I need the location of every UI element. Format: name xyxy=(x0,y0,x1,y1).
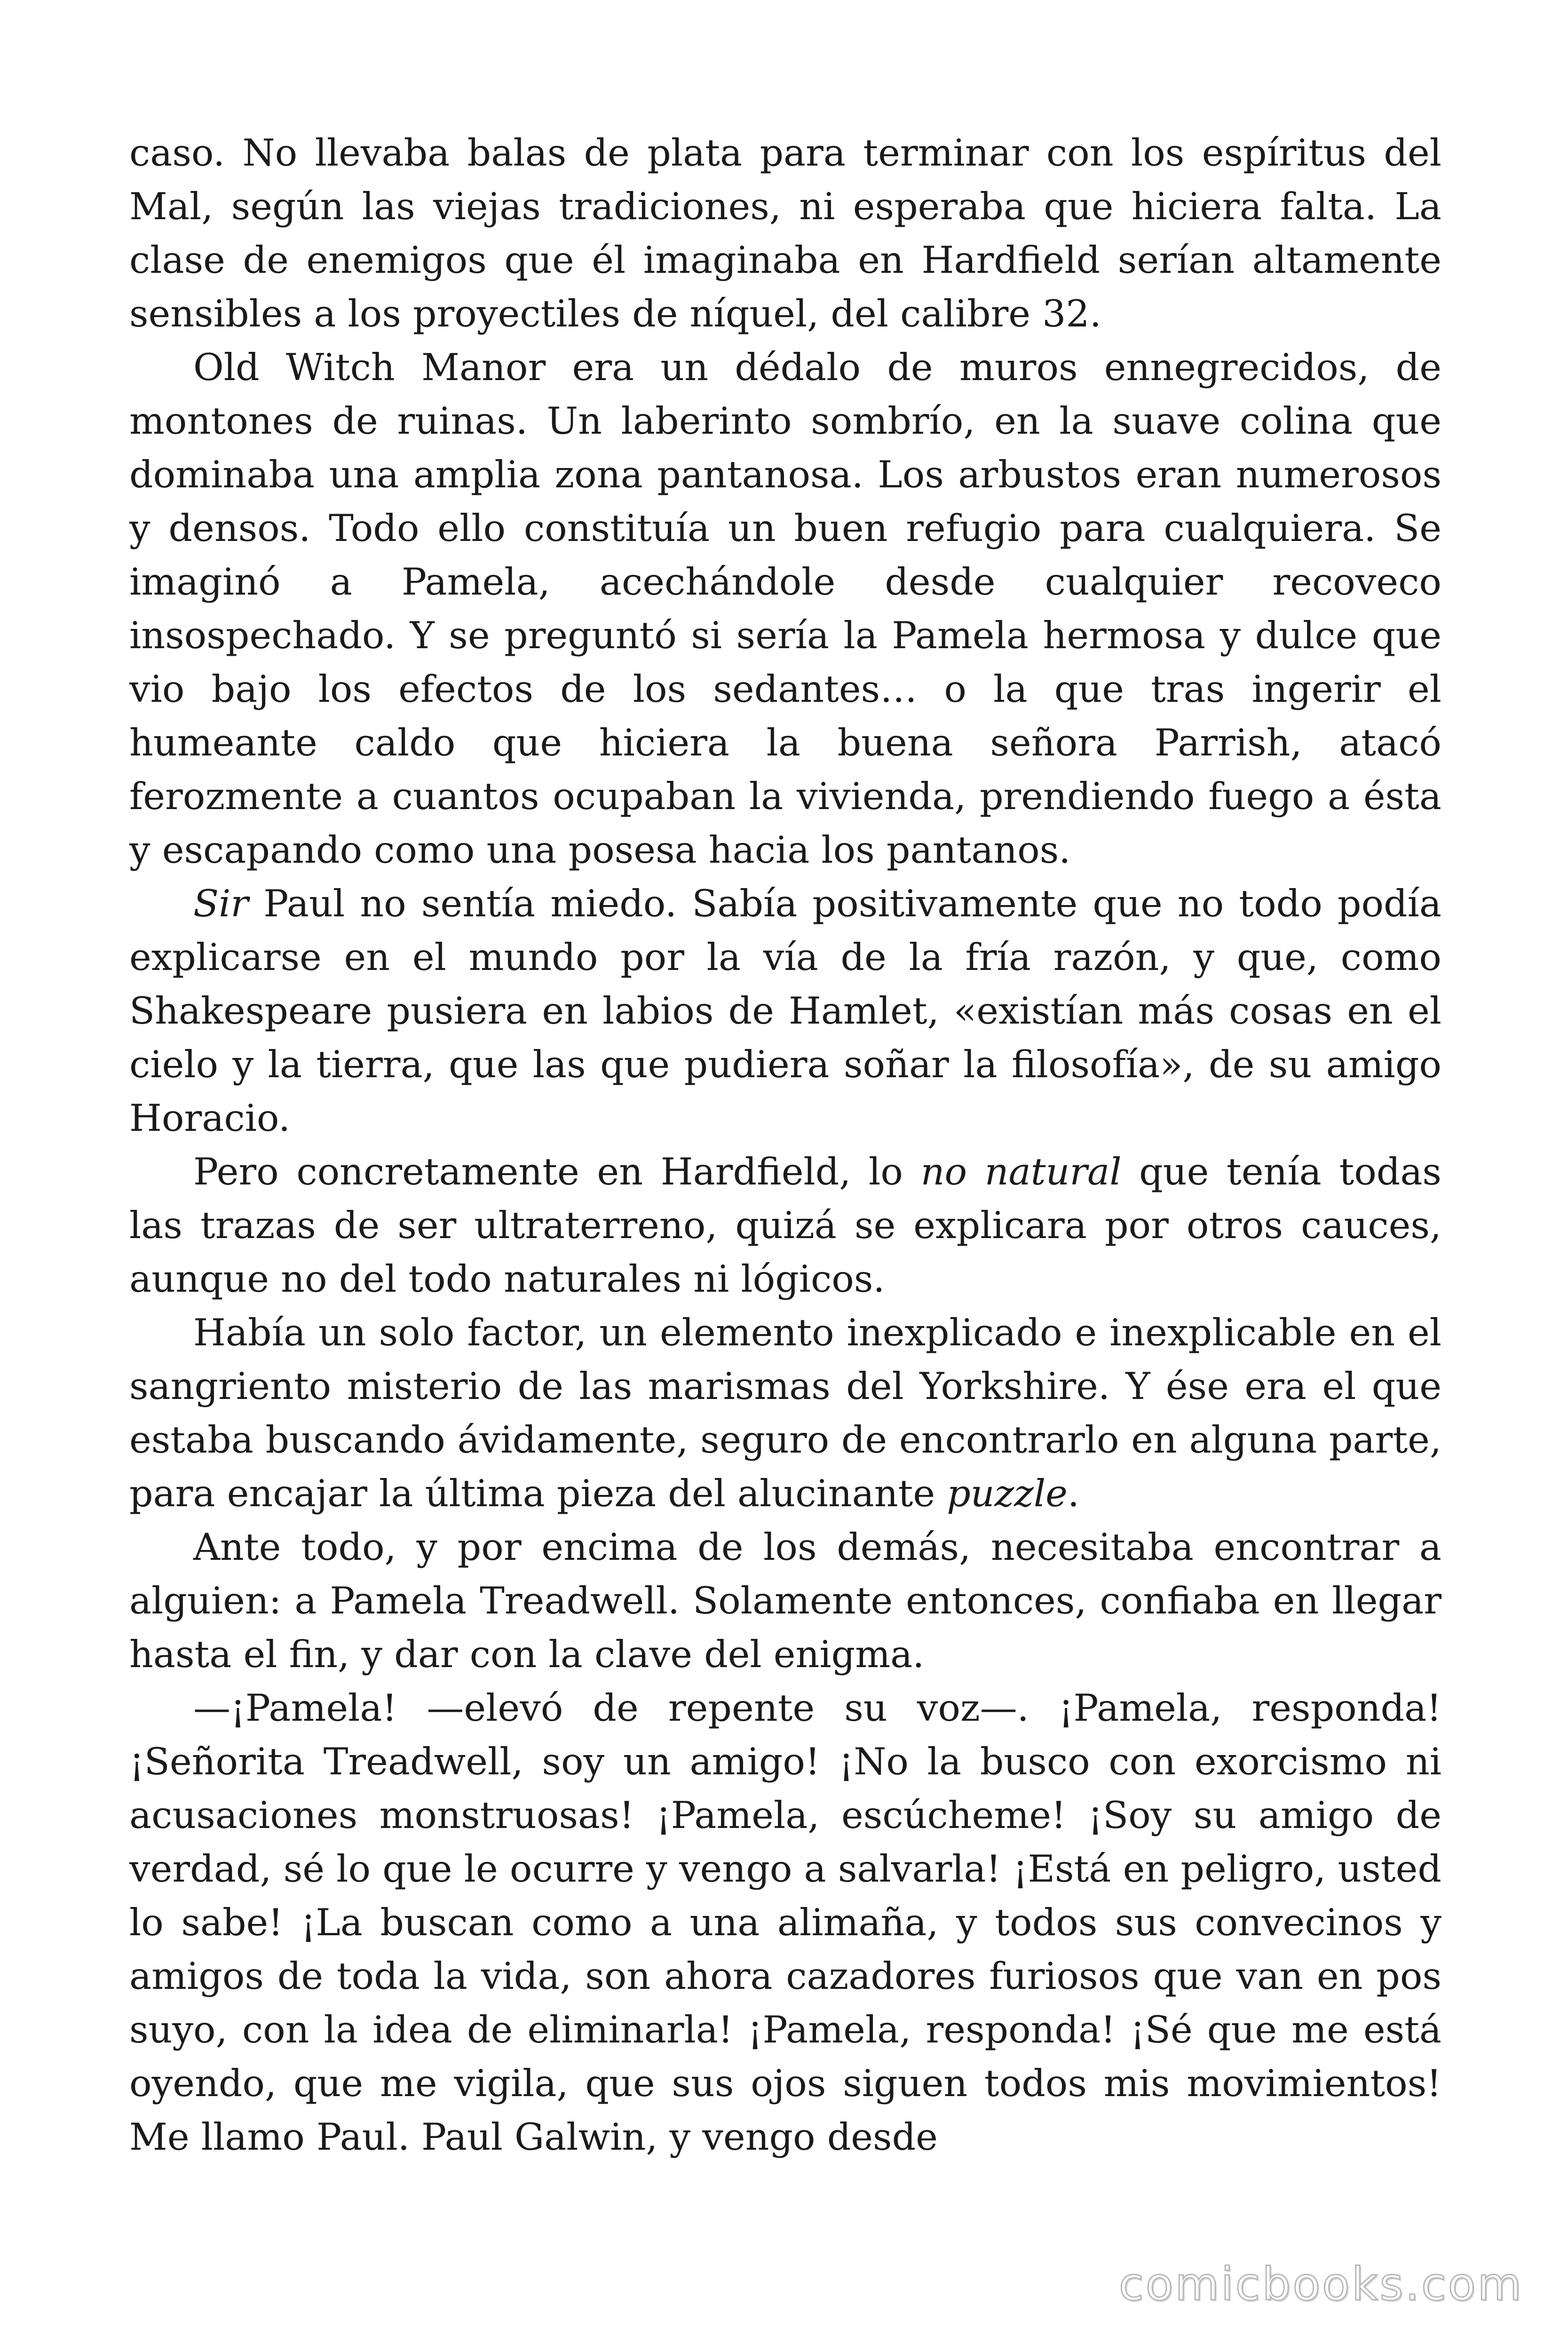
paragraph xyxy=(129,1681,1441,2164)
paragraph xyxy=(129,341,1441,877)
text-run: . xyxy=(1067,1472,1080,1515)
italic-text-run: puzzle xyxy=(947,1472,1068,1515)
watermark: comicbooks.com xyxy=(1118,2258,1523,2311)
text-run: —¡Pamela! —elevó de repente su voz—. ¡Pamela, responda! ¡Señorita Treadwell, soy un amigo! ¡No la busco con exorcismo ni acusaciones monstruosas! ¡Pamela, escúcheme! ¡Soy su amigo de verdad, sé lo que le ocurre y vengo a salvarla! ¡Está en peligro, usted lo sabe! ¡La buscan como a una alimaña, y todos sus convecinos y amigos de toda la vida, son ahora cazadores furiosos que van en pos suyo, con la idea de eliminarla! ¡Pamela, responda! ¡Sé que me está oyendo, que me vigila, que sus ojos siguen todos mis movimientos! Me llamo Paul. Paul Galwin, y vengo desde xyxy=(129,1686,1441,2159)
italic-text-run: Sir xyxy=(193,882,249,925)
paragraph xyxy=(129,877,1441,1145)
text-run: Había un solo factor, un elemento inexplicado e inexplicable en el sangriento misterio de las marismas del Yorkshire. Y ése era el que estaba buscando ávidamente, seguro de encontrarlo en alguna parte, para encajar la última pieza del alucinante xyxy=(129,1311,1441,1515)
text-run: Pero concretamente en Hardfield, lo xyxy=(193,1150,921,1193)
paragraph xyxy=(129,126,1441,341)
text-run: Ante todo, y por encima de los demás, necesitaba encontrar a alguien: a Pamela Treadwell. Solamente entonces, confiaba en llegar hasta el fin, y dar con la clave del enigma. xyxy=(129,1526,1441,1676)
text-run: caso. No llevaba balas de plata para terminar con los espíritus del Mal, según las viejas tradiciones, ni esperaba que hiciera falta. La clase de enemigos que él imaginaba en Hardfield serían altamente sensibles a los proyectiles de níquel, del calibre 32. xyxy=(129,131,1441,335)
paragraph xyxy=(129,1520,1441,1681)
page-body-text xyxy=(129,126,1441,2164)
paragraph xyxy=(129,1145,1441,1306)
italic-text-run: no natural xyxy=(920,1150,1122,1193)
text-run: Old Witch Manor era un dédalo de muros ennegrecidos, de montones de ruinas. Un laberinto sombrío, en la suave colina que dominaba una amplia zona pantanosa. Los arbustos eran numerosos y densos. Todo ello constituía un buen refugio para cualquiera. Se imaginó a Pamela, acechándole desde cualquier recoveco insospechado. Y se preguntó si sería la Pamela hermosa y dulce que vio bajo los efectos de los sedantes… o la que tras ingerir el humeante caldo que hiciera la buena señora Parrish, atacó ferozmente a cuantos ocupaban la vivienda, prendiendo fuego a ésta y escapando como una posesa hacia los pantanos. xyxy=(129,346,1441,872)
text-run: Paul no sentía miedo. Sabía positivamente que no todo podía explicarse en el mundo por la vía de la fría razón, y que, como Shakespeare pusiera en labios de Hamlet, «existían más cosas en el cielo y la tierra, que las que pudiera soñar la filosofía», de su amigo Horacio. xyxy=(129,882,1441,1140)
text-run: que tenía todas las trazas de ser ultraterreno, quizá se explicara por otros cauces, aunque no del todo naturales ni lógicos. xyxy=(129,1150,1441,1301)
paragraph xyxy=(129,1306,1441,1520)
